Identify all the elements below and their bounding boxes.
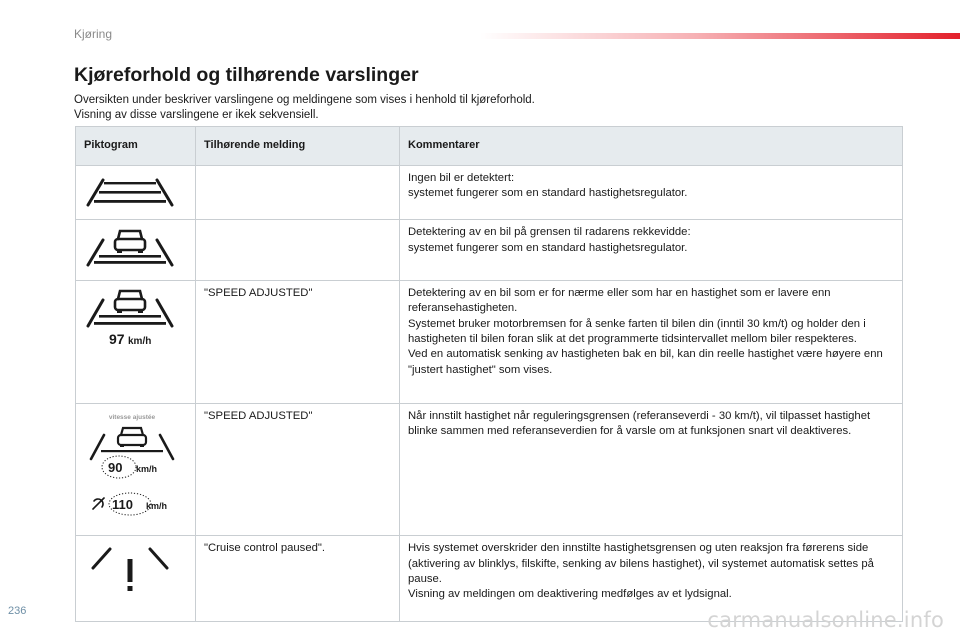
section-label: Kjøring [74,27,113,41]
message-cell: "Cruise control paused". [196,536,400,622]
comment-line: Ingen bil er detektert: [408,172,515,184]
pictogram-speed-a: 90 [108,459,123,475]
message-cell: "SPEED ADJUSTED" [196,403,400,535]
lane-lines-icon [84,171,176,209]
comment-line: Når innstilt hastighet når reguleringsgrensen (referanseverdi - 30 km/t), vil tilpasset hastighet blinke sammen med referanseverdien for å varsle om at funksjonen snart vil deaktiveres. [408,409,871,438]
warnings-table [75,126,903,622]
pictogram-cell [76,220,196,280]
intro-line: Visning av disse varslingene er ikek sekvensiell. [74,109,319,121]
comment-line: Systemet bruker motorbremsen for å senke farten til bilen din (inntil 30 km/t) og holder den i hastigheten til bilen foran slik at det programmerte tidsintervallet mellom biler respekteres. [408,317,866,346]
warning-bar [128,559,133,582]
table-row [76,280,903,403]
header-comments: Kommentarer [400,127,903,166]
comment-line: systemet fungerer som en standard hastighetsregulator. [408,241,688,254]
header-pictogram: Piktogram [76,127,196,166]
comment-cell [400,280,903,403]
pictogram-caption: vitesse ajustée [108,413,156,421]
pictogram-cell [76,403,196,535]
pictogram-cell [76,280,196,403]
page-number: 236 [8,605,27,617]
cruise-paused-warning-icon [84,541,176,595]
header-accent-rule [480,33,960,39]
comment-cell [400,166,903,220]
comment-line: Visning av meldingen om deaktivering medfølges av et lydsignal. [408,588,732,601]
table-row [76,166,903,220]
comment-line: Ved en automatisk senking av hastigheten bak en bil, kan din reelle hastighet være høyere enn "justert hastighet" som vises. [408,348,883,376]
comment-cell [400,220,903,280]
pictogram-unit: km/h [136,463,158,474]
pictogram-cell [76,536,196,622]
comment-line: systemet fungerer som en standard hastighetsregulator. [408,187,688,200]
comment-line: Detektering av en bil på grensen til radarens rekkevidde: [408,226,691,239]
message-cell [196,220,400,280]
intro-text [74,93,535,123]
car-close-speed-97-icon [84,286,176,350]
speed-adjusted-blink-icon [84,409,180,525]
warning-dot [128,586,133,591]
table-header-row [76,127,903,166]
message-cell [196,166,400,220]
header-message: Tilhørende melding [196,127,400,166]
comment-line: Detektering av en bil som er for nærme eller som har en hastighet som er lavere enn referansehastigheten. [408,286,831,315]
comment-cell [400,403,903,535]
table-row [76,220,903,280]
comment-line: Hvis systemet overskrider den innstilte hastighetsgrensen og uten reaksjon fra førerens side (aktivering av blinklys, filskifte, senking av bilens hastighet), vil systemet automatisk settes på pause. [408,542,874,586]
page-title: Kjøreforhold og tilhørende varslinger [74,64,419,86]
pictogram-speed: 97 [109,330,125,347]
intro-line: Oversikten under beskriver varslingene og meldingene som vises i henhold til kjøreforhold. [74,94,535,106]
car-at-radar-limit-icon [84,225,176,269]
table-row [76,403,903,535]
pictogram-unit: km/h [146,500,168,511]
pictogram-speed-b: 110 [112,496,133,512]
watermark: carmanualsonline.info [707,608,944,632]
pictogram-unit: km/h [128,335,152,347]
pictogram-cell [76,166,196,220]
message-cell: "SPEED ADJUSTED" [196,280,400,403]
